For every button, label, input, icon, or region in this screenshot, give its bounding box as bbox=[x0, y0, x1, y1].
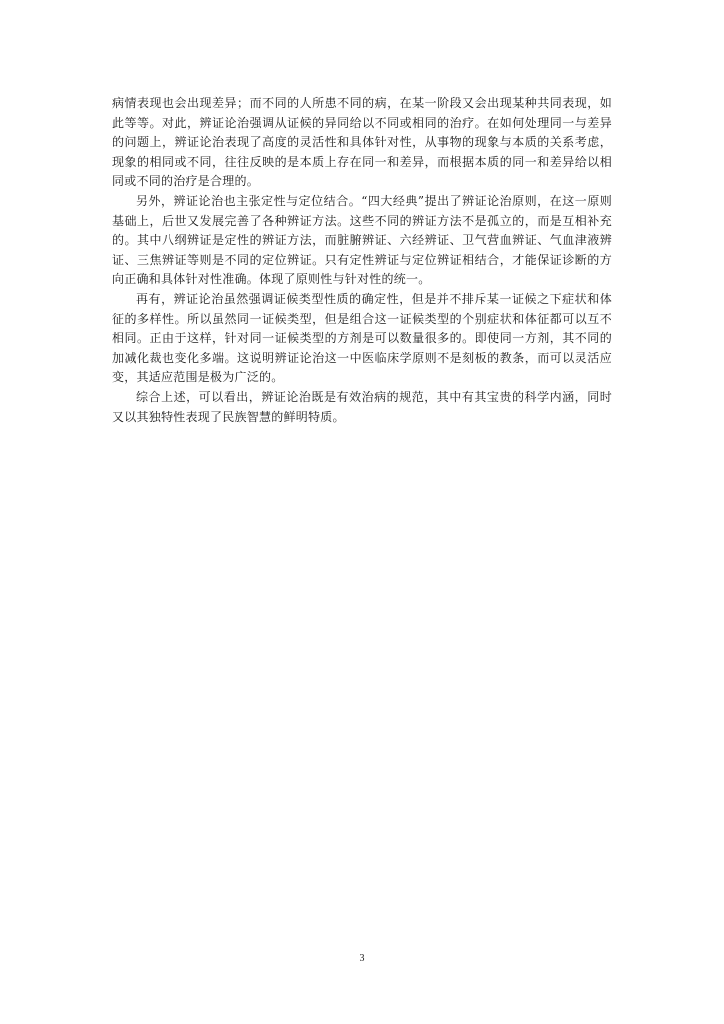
paragraph-1: 病情表现也会出现差异；而不同的人所患不同的病，在某一阶段又会出现某种共同表现，如此等等。对此，辨证论治强调从证候的异同给以不同或相同的治疗。在如何处理同一与差异的问题上，辨证论治表现了高度的灵活性和具体针对性，从事物的现象与本质的关系考虑，现象的相同或不同，往往反映的是本质上存在同一和差异，而根据本质的同一和差异给以相同或不同的治疗是合理的。 bbox=[112, 96, 612, 189]
page-number: 3 bbox=[359, 953, 365, 964]
paragraph-3: 再有，辨证论治虽然强调证候类型性质的确定性，但是并不排斥某一证候之下症状和体征的多样性。所以虽然同一证候类型，但是组合这一证候类型的个别症状和体征都可以互不相同。正由于这样，针对同一证候类型的方剂是可以数量很多的。即使同一方剂，其不同的加减化裁也变化多端。这说明辨证论治这一中医临床学原则不是刻板的教条，而可以灵活应变，其适应范围是极为广泛的。 bbox=[112, 291, 612, 385]
paragraph-4: 综合上述，可以看出，辨证论治既是有效治病的规范，其中有其宝贵的科学内涵，同时又以其独特性表现了民族智慧的鲜明特质。 bbox=[112, 389, 612, 424]
document-body bbox=[112, 94, 612, 427]
paragraph-2: 另外，辨证论治也主张定性与定位结合。“四大经典”提出了辨证论治原则，在这一原则基础上，后世又发展完善了各种辨证方法。这些不同的辨证方法不是孤立的，而是互相补充的。其中八纲辨证是定性的辨证方法，而脏腑辨证、六经辨证、卫气营血辨证、气血津液辨证、三焦辨证等则是不同的定位辨证。只有定性辨证与定位辨证相结合，才能保证诊断的方向正确和具体针对性准确。体现了原则性与针对性的统一。 bbox=[112, 193, 612, 287]
